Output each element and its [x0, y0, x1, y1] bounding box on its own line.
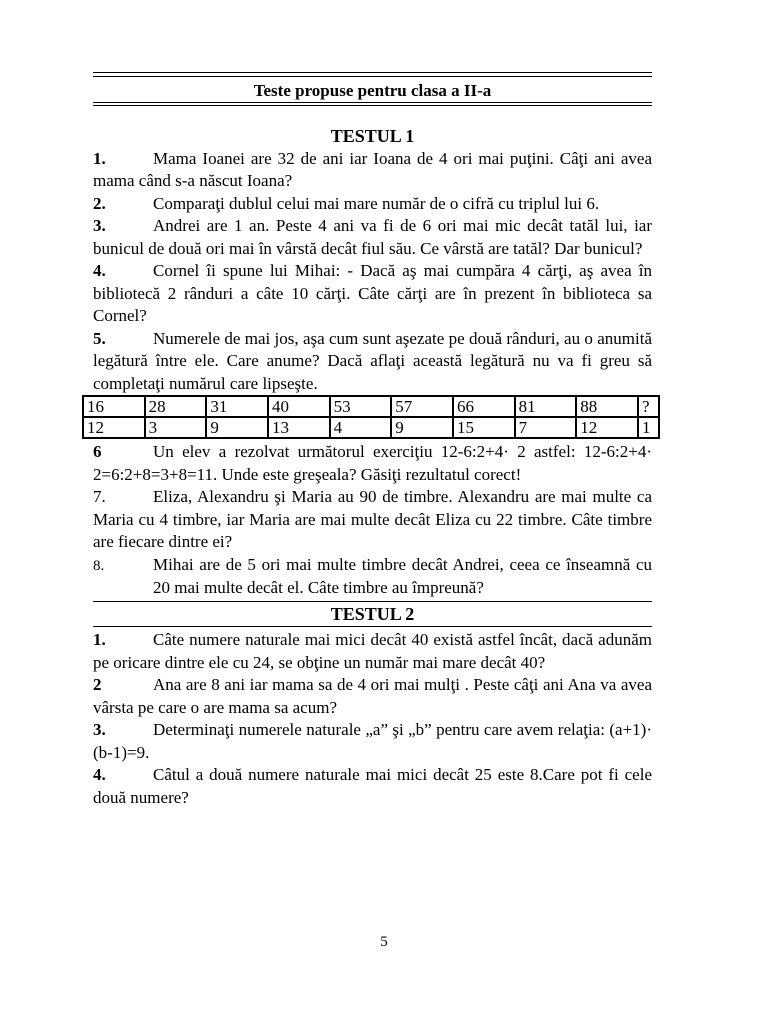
- table-cell: 81: [515, 396, 577, 417]
- item-number: 4.: [93, 765, 106, 784]
- table-cell: 57: [391, 396, 453, 417]
- page-number: 5: [380, 934, 388, 950]
- item-number: 7.: [93, 487, 106, 506]
- item-text: Comparaţi dublul celui mai mare număr de o cifră cu triplul lui 6.: [153, 193, 600, 213]
- test2-top-rule: [93, 601, 652, 602]
- test1-item-4: [93, 260, 652, 328]
- table-cell: 53: [330, 396, 392, 417]
- table-cell: 88: [576, 396, 638, 417]
- table-cell: 13: [268, 417, 330, 438]
- item-text: Câtul a două numere naturale mai mici decât 25 este 8.Care pot fi cele două numere?: [93, 765, 652, 807]
- table-cell: 28: [145, 396, 207, 417]
- item-number: 6: [93, 442, 102, 461]
- item-number: 2.: [93, 193, 106, 213]
- item-text: Numerele de mai jos, aşa cum sunt aşezate pe două rânduri, au o anumită legătură între ele. Care anume? Dacă aflaţi această legătură nu va fi greu să completaţi numărul care lipseşte.: [93, 328, 652, 393]
- table-cell: 1: [638, 417, 659, 438]
- table-cell: 12: [576, 417, 638, 438]
- test2-bottom-rule: [93, 626, 652, 627]
- item-text: Un elev a rezolvat următorul exerciţiu 12-6:2+4· 2 astfel: 12-6:2+4· 2=6:2+8=3+8=11. Unde este greşeala? Găsiţi rezultatul corect!: [93, 442, 652, 484]
- item-text: Determinaţi numerele naturale „a” şi „b” pentru care avem relaţia: (a+1)· (b-1)=9.: [93, 720, 652, 762]
- item-text: Eliza, Alexandru şi Maria au 90 de timbre. Alexandru are mai multe ca Maria cu 4 timbre, iar Maria are mai multe decât Eliza cu 22 timbre. Câte timbre are fiecare dintre ei?: [93, 487, 652, 551]
- table-cell: ?: [638, 396, 659, 417]
- page-content: [87, 72, 652, 809]
- table-cell: 31: [206, 396, 268, 417]
- test1-item-5: [93, 328, 652, 396]
- test2-title: TESTUL 2: [330, 603, 415, 624]
- table-cell: 7: [515, 417, 577, 438]
- header-bottom-rule: [93, 102, 652, 106]
- page-header-title: Teste propuse pentru clasa a II-a: [253, 81, 492, 100]
- item-number: 1.: [93, 630, 106, 649]
- item-text: Câte numere naturale mai mici decât 40 există astfel încât, dacă adunăm pe oricare dintre ele cu 24, se obţine un număr mai mare decât 40?: [93, 630, 652, 672]
- test1-item-8: [93, 554, 652, 600]
- table-cell: 15: [453, 417, 515, 438]
- item-number: 2: [93, 675, 102, 694]
- number-sequence-table: [82, 395, 660, 439]
- table-cell: 9: [206, 417, 268, 438]
- test1-item-2: [93, 193, 652, 216]
- table-cell: 9: [391, 417, 453, 438]
- item-number: 5.: [93, 328, 106, 348]
- table-cell: 12: [83, 417, 145, 438]
- item-text: Andrei are 1 an. Peste 4 ani va fi de 6 ori mai mic decât tatăl lui, iar bunicul de două ori mai în vârstă decât fiul său. Ce vârstă are tatăl? Dar bunicul?: [93, 216, 652, 258]
- table-row: [83, 396, 659, 417]
- table-cell: 16: [83, 396, 145, 417]
- test1-item-1: [93, 148, 652, 193]
- test2-item-2: [93, 674, 652, 719]
- test2-item-4: [93, 764, 652, 809]
- item-number: 3.: [93, 216, 106, 235]
- item-text: Mihai are de 5 ori mai multe timbre decât Andrei, ceea ce înseamnă cu 20 mai multe decât el. Câte timbre au împreună?: [153, 554, 652, 597]
- test1-title: TESTUL 1: [330, 126, 415, 146]
- table-cell: 66: [453, 396, 515, 417]
- item-text: Ana are 8 ani iar mama sa de 4 ori mai mulţi . Peste câţi ani Ana va avea vârsta pe care o are mama sa acum?: [93, 675, 652, 717]
- header-top-rule: [93, 72, 652, 77]
- test1-item-7: [93, 486, 652, 554]
- test2-item-1: [93, 629, 652, 674]
- table-cell: 4: [330, 417, 392, 438]
- test1-item-6: [93, 441, 652, 486]
- table-row: [83, 417, 659, 438]
- item-number: 3.: [93, 720, 106, 739]
- item-text: Mama Ioanei are 32 de ani iar Ioana de 4 ori mai puţini. Câţi ani avea mama când s-a născut Ioana?: [93, 148, 652, 190]
- test1-item-3: [93, 215, 652, 260]
- table-cell: 3: [145, 417, 207, 438]
- item-text: Cornel îi spune lui Mihai: - Dacă aş mai cumpăra 4 cărţi, aş avea în bibliotecă 2 rânduri a câte 10 cărţi. Câte cărţi are în prezent în biblioteca sa Cornel?: [93, 261, 652, 325]
- table-cell: 40: [268, 396, 330, 417]
- item-number: 4.: [93, 261, 106, 280]
- item-number: 8.: [93, 557, 105, 574]
- test2-item-3: [93, 719, 652, 764]
- item-number: 1.: [93, 148, 106, 168]
